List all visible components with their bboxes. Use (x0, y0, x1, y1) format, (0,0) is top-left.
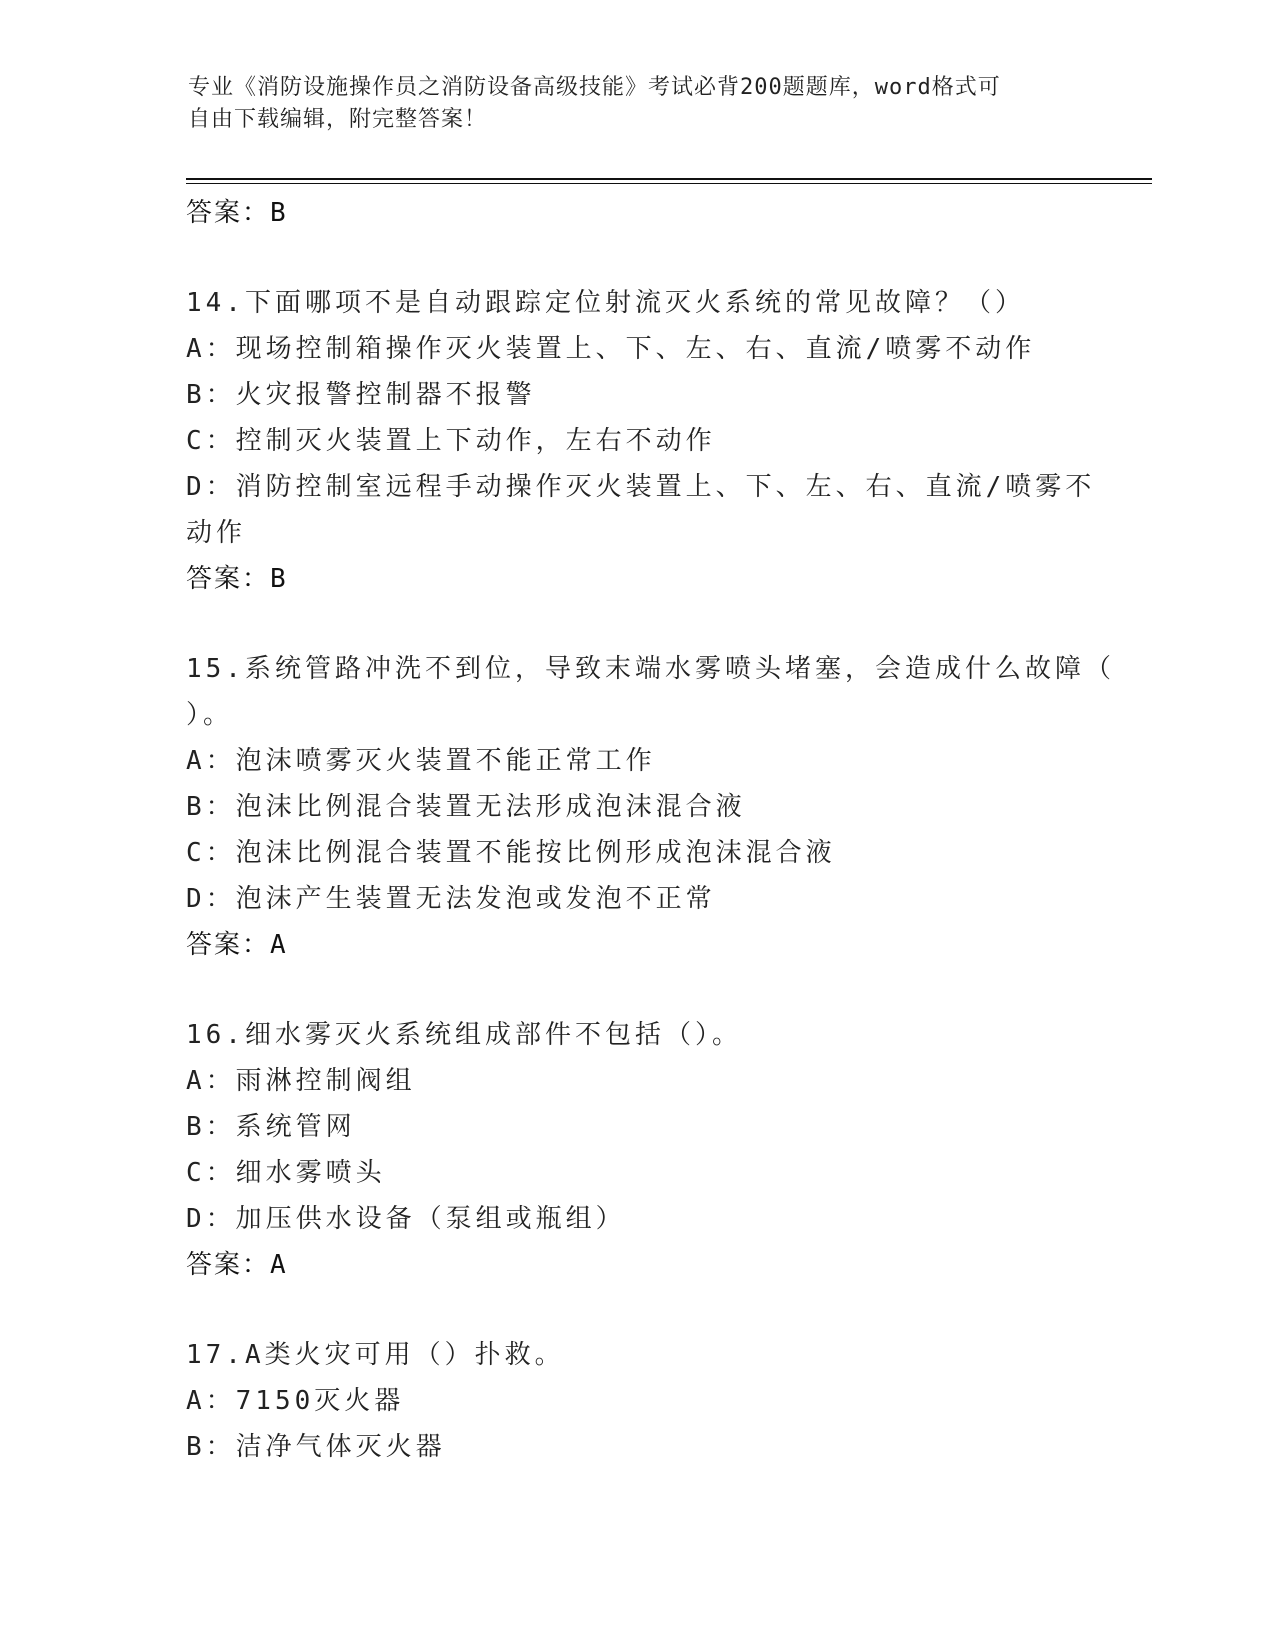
option-a: A：雨淋控制阀组 (186, 1066, 416, 1096)
question-stem: 15.系统管路冲洗不到位，导致末端水雾喷头堵塞，会造成什么故障（ (186, 654, 1115, 684)
option-c: C：细水雾喷头 (186, 1158, 386, 1188)
question-block (186, 1332, 1086, 1470)
option-a: A：泡沫喷雾灭火装置不能正常工作 (186, 746, 656, 776)
spacer (186, 1288, 1086, 1332)
question-block (186, 280, 1096, 602)
answer-label: 答案：A (186, 930, 288, 960)
option-c: C：泡沫比例混合装置不能按比例形成泡沫混合液 (186, 838, 836, 868)
option-d: D：加压供水设备（泵组或瓶组） (186, 1204, 626, 1234)
option-d: D：消防控制室远程手动操作灭火装置上、下、左、右、直流/喷雾不 (186, 472, 1096, 502)
option-c: C：控制灭火装置上下动作，左右不动作 (186, 426, 716, 456)
header-line-2: 自由下载编辑，附完整答案！ (188, 107, 488, 132)
spacer (186, 602, 1086, 646)
option-d: D：泡沫产生装置无法发泡或发泡不正常 (186, 884, 716, 914)
option-b: B：系统管网 (186, 1112, 356, 1142)
option-a: A：现场控制箱操作灭火装置上、下、左、右、直流/喷雾不动作 (186, 334, 1036, 364)
document-header (188, 72, 1068, 136)
answer-label: 答案：B (186, 564, 288, 594)
option-b: B：洁净气体灭火器 (186, 1432, 446, 1462)
option-b: B：火灾报警控制器不报警 (186, 380, 536, 410)
previous-answer: 答案：B (186, 198, 288, 228)
answer-label: 答案：A (186, 1250, 288, 1280)
question-list (186, 190, 1115, 1470)
header-divider-thick (186, 178, 1152, 180)
question-stem: 14.下面哪项不是自动跟踪定位射流灭火系统的常见故障？（） (186, 288, 1025, 318)
question-stem: 17.A类火灾可用（）扑救。 (186, 1340, 565, 1370)
question-stem-continued: ）。 (186, 700, 234, 730)
option-a: A：7150灭火器 (186, 1386, 405, 1416)
question-block (186, 646, 1115, 968)
spacer (186, 968, 1086, 1012)
question-block (186, 1012, 1086, 1288)
option-b: B：泡沫比例混合装置无法形成泡沫混合液 (186, 792, 746, 822)
question-stem: 16.细水雾灭火系统组成部件不包括（）。 (186, 1020, 742, 1050)
option-d-continued: 动作 (186, 518, 247, 548)
spacer (186, 236, 1086, 280)
header-line-1: 专业《消防设施操作员之消防设备高级技能》考试必背200题题库，word格式可 (188, 75, 1001, 100)
header-divider-thin (186, 183, 1152, 184)
